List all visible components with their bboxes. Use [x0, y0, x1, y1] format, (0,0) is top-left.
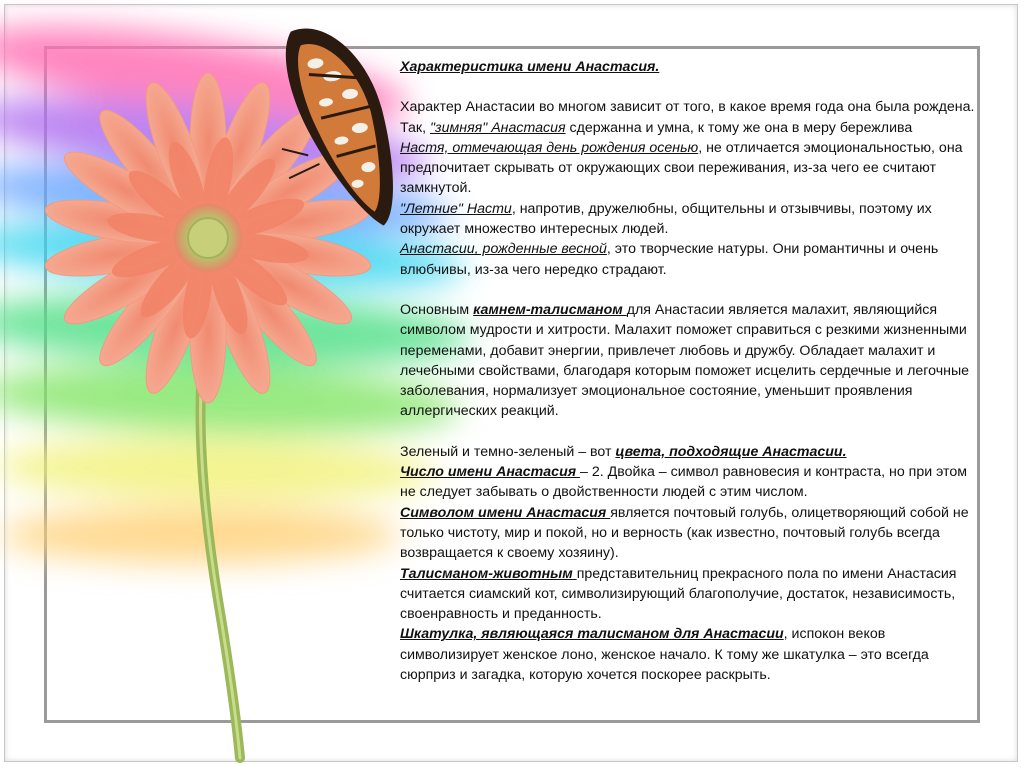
symbol-term: Символом имени Анастасия	[400, 504, 611, 521]
animal-text: представительниц прекрасного пола по имени Анастасия считается сиамский кот, символизирующий благополучие, достаток, независимость, своенравность и преданность.	[400, 565, 957, 623]
page-title: Характеристика имени Анастасия.	[400, 59, 660, 75]
box-text: , испокон веков символизирует женское лоно, женское начало. К тому же шкатулка – это всегда сюрприз и загадка, которую хочется поскорее раскрыть.	[400, 626, 929, 684]
winter-text: сдержанна и умна, к тому же она в меру бережлива	[565, 119, 913, 136]
season-paragraph	[400, 97, 980, 280]
talisman-stone-paragraph	[400, 300, 980, 422]
color-prefix: Зеленый и темно-зеленый – вот	[400, 443, 616, 460]
symbols-paragraph	[400, 442, 980, 686]
summer-term: "Летние" Насти	[400, 200, 512, 217]
text-panel	[400, 57, 980, 685]
stone-term: камнем-талисманом	[473, 301, 627, 318]
color-term: цвета, подходящие Анастасии.	[615, 443, 847, 460]
spring-text: , это творческие натуры. Они романтичны и очень влюбчивы, из-за чего нередко страдают.	[400, 241, 939, 278]
summer-text: , напротив, дружелюбны, общительны и отзывчивы, поэтому их окружает множество интересных людей.	[400, 200, 932, 238]
stone-text: для Анастасии является малахит, являющийся символом мудрости и хитрости. Малахит поможет справиться с резкими жизненными переменами, добавит энергии, привлечет любовь и дружбу. Обладает малахит и лечебными свойствами, благодаря которым поможет исцелить сердечные и легочные заболевания, нормализует эмоциональное состояние, уменьшит проявления аллергических реакций.	[400, 301, 970, 420]
symbol-text: является почтовый голубь, олицетворяющий собой не только чистоту, мир и покой, но и верность (как известно, почтовый голубь всегда возвращается к своему хозяину).	[400, 504, 969, 562]
season-intro: Характер Анастасии во многом зависит от того, в какое время года она была рождена.	[400, 99, 975, 116]
winter-prefix: Так,	[400, 119, 431, 136]
number-text: – 2. Двойка – символ равновесия и контраста, но при этом не следует забывать о двойственности людей с этим числом.	[400, 464, 968, 501]
autumn-text: , не отличается эмоциональностью, она предпочитает скрывать от окружающих свои переживания, из-за чего ее считают замкнутой.	[400, 139, 963, 197]
winter-term: "зимняя" Анастасия	[430, 119, 566, 136]
spring-term: Анастасии, рожденные весной	[400, 241, 607, 258]
animal-term: Талисманом-животным	[400, 565, 577, 582]
stone-prefix: Основным	[400, 301, 474, 318]
box-term: Шкатулка, являющаяся талисманом для Анастасии	[400, 626, 784, 643]
number-term: Число имени Анастасия	[400, 464, 581, 481]
autumn-term: Настя, отмечающая день рождения осенью	[400, 139, 699, 156]
